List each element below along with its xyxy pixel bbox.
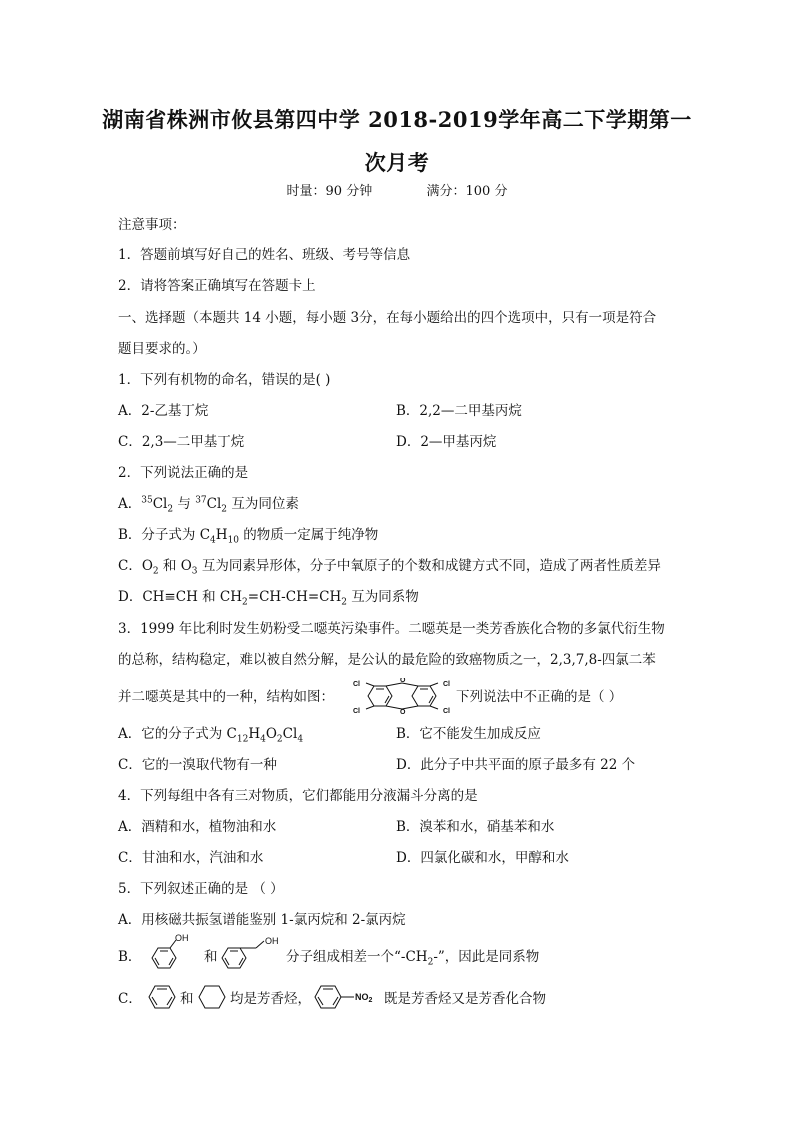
q2-option-c: C．$O_2$ 和 $O_3$ 互为同素异形体，分子中氧原子的个数和成键方式不同，造成了两者性质差异	[118, 558, 661, 577]
q1-option-a: A．2-乙基丁烷	[118, 403, 209, 419]
svg-text:OH: OH	[265, 936, 279, 946]
q4-option-a: A．酒精和水，植物油和水	[118, 819, 277, 835]
q4-option-d: D．四氯化碳和水，甲醇和水	[396, 850, 569, 866]
q1-stem: 1．下列有机物的命名，错误的是( )	[118, 372, 331, 388]
exam-info	[0, 180, 794, 199]
q5-option-a: A．用核磁共振氢谱能鉴别 1-氯丙烷和 2-氯丙烷	[118, 912, 406, 928]
svg-text:NO2: $NO_2$	[355, 992, 373, 1004]
q3-option-c: C．它的一溴取代物有一种	[118, 757, 277, 773]
q4-stem: 4．下列每组中各有三对物质，它们都能用分液漏斗分离的是	[118, 788, 478, 804]
svg-text:Cl: Cl	[443, 708, 450, 714]
nitrobenzene-structure-image	[312, 981, 382, 1013]
q3-stem-line3-end: 下列说法中不正确的是（ ）	[456, 689, 623, 705]
q5-stem: 5．下列叙述正确的是 （ ）	[118, 881, 284, 897]
svg-text:O: O	[400, 678, 406, 684]
note-1: 1．答题前填写好自己的姓名、班级、考号等信息	[118, 247, 411, 263]
q5-option-b-text: 分子组成相差一个“$-CH_2-$”，因此是同系物	[286, 949, 540, 968]
q2-option-b: B．分子式为 $C_4H_{10}$ 的物质一定属于纯净物	[118, 527, 379, 546]
q2-option-a: A．$^{35}Cl_2$ 与 $^{37}Cl_2$ 互为同位素	[118, 495, 299, 515]
q1-option-b: B．2,2—二甲基丙烷	[396, 403, 522, 419]
benzyl-alcohol-structure-image	[218, 932, 288, 972]
note-2: 2．请将答案正确填写在答题卡上	[118, 278, 316, 294]
q5-option-c-and: 和	[180, 991, 194, 1007]
q3-option-d: D．此分子中共平面的原子最多有 22 个	[396, 757, 636, 773]
q5-option-b-and: 和	[204, 949, 218, 965]
page-title-line2: 次月考	[364, 150, 430, 175]
section1-instructions-line2: 题目要求的。）	[118, 341, 206, 357]
q1-option-c: C．2,3—二甲基丁烷	[118, 434, 245, 450]
q5-option-c-end: 既是芳香烃又是芳香化合物	[384, 991, 546, 1007]
q4-option-c: C．甘油和水，汽油和水	[118, 850, 264, 866]
q5-option-b-label: B．	[118, 949, 142, 965]
q3-stem-line3-start: 并二噁英是其中的一种，结构如图：	[118, 689, 334, 705]
q3-option-b: B．它不能发生加成反应	[396, 726, 541, 742]
q5-option-c-middle: 均是芳香烃，	[230, 991, 311, 1007]
dioxin-structure-image	[348, 678, 456, 714]
time-info: 时量：90 分钟	[286, 184, 373, 199]
q2-stem: 2．下列说法正确的是	[118, 465, 249, 481]
svg-text:O: O	[400, 709, 406, 714]
svg-text:Cl: Cl	[443, 681, 450, 688]
svg-text:Cl: Cl	[353, 681, 360, 688]
benzene-structure-image	[146, 981, 178, 1013]
q5-option-c-label: C．	[118, 991, 142, 1007]
section1-instructions-line1: 一、选择题（本题共 14 小题，每小题 3分，在每小题给出的四个选项中，只有一项是符合	[118, 310, 657, 326]
svg-text:Cl: Cl	[353, 708, 360, 714]
q3-option-a: A．它的分子式为 $C_{12}H_4O_2Cl_4$	[118, 726, 304, 745]
q3-stem-line1: 3．1999 年比利时发生奶粉受二噁英污染事件。二噁英是一类芳香族化合物的多氯代衍生物	[118, 621, 665, 637]
page-title-line1: 湖南省株洲市攸县第四中学 2018-2019学年高二下学期第一	[102, 107, 692, 132]
notes-heading: 注意事项：	[118, 217, 186, 233]
svg-text:OH: OH	[175, 933, 189, 943]
q3-stem-line2: 的总称，结构稳定，难以被自然分解，是公认的最危险的致癌物质之一，2,3,7,8-四氯二苯	[118, 652, 656, 668]
q2-option-d: D．CH≡CH 和 $CH_2=CH-CH=CH_2$ 互为同系物	[118, 589, 419, 608]
q4-option-b: B．溴苯和水，硝基苯和水	[396, 819, 555, 835]
q1-option-d: D．2—甲基丙烷	[396, 434, 497, 450]
score-info: 满分：100 分	[426, 184, 508, 199]
cyclohexane-structure-image	[196, 981, 228, 1013]
phenol-structure-image	[146, 932, 190, 972]
